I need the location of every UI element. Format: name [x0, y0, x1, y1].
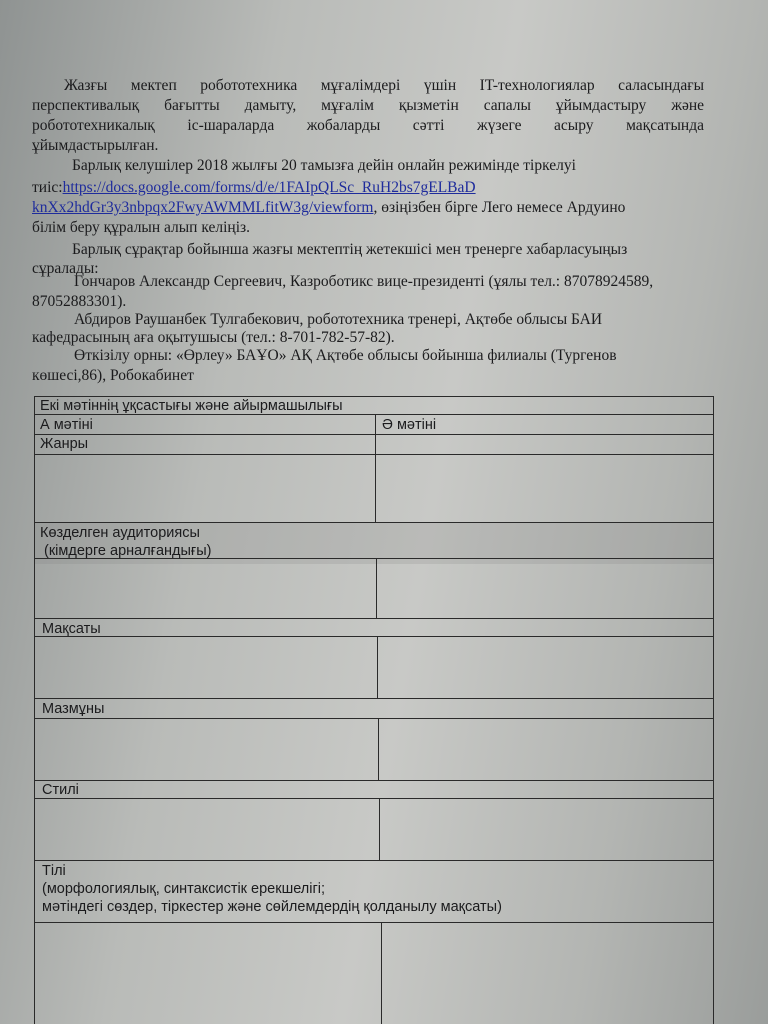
table-line-after-language — [34, 922, 714, 923]
table-line-row-4-end — [34, 780, 714, 781]
intro-line-1: Жазғы мектеп робототехника мұғалімдері үшін IT-технологиялар саласындағы — [64, 77, 704, 94]
venue-line-1: Өткізілу орны: «Өрлеу» БАҰО» АҚ Ақтөбе облысы бойынша филиалы (Тургенов — [74, 347, 617, 364]
person-2-line-2: кафедрасының аға оқытушысы (тел.: 8-701-782-57-82). — [32, 329, 395, 346]
table-divider-row-3 — [377, 636, 378, 698]
row-label-language-note-2: мәтіндегі сөздер, тіркестер және сөйлемдердің қолданылу мақсаты) — [42, 899, 502, 915]
table-line-row-1-end — [34, 522, 714, 523]
contacts-intro-line-2: сұралады: — [32, 260, 99, 277]
registration-link-part-2[interactable]: knXx2hdGr3y3nbpqx2FwyAWMMLfitW3g/viewform — [32, 199, 374, 216]
row-label-audience-note: (кімдерге арналғандығы) — [44, 543, 212, 559]
person-2-line-1: Абдиров Раушанбек Тулгабекович, робототехника тренері, Ақтөбе облысы БАИ — [74, 311, 603, 328]
table-title: Екі мәтіннің ұқсастығы және айырмашылығы — [40, 398, 343, 414]
row-label-genre: Жанры — [40, 436, 89, 452]
table-divider-row-4 — [378, 718, 379, 780]
registration-line-3 — [32, 198, 625, 218]
table-line-after-style — [34, 798, 714, 799]
row-label-language-note-1: (морфологиялық, синтаксистік ерекшелігі; — [42, 881, 326, 897]
table-line-after-header — [34, 434, 714, 435]
table-divider-row-1 — [375, 454, 376, 522]
table-border-top — [34, 396, 714, 397]
table-divider-row-5 — [379, 798, 380, 860]
person-1-line-1: Гончаров Александр Сергеевич, Казроботикс вице-президенті (ұялы тел.: 87078924589, — [74, 273, 654, 290]
table-line-row-2-end — [34, 618, 714, 619]
person-1-line-2: 87052883301). — [32, 293, 127, 310]
table-divider-row-2 — [376, 558, 377, 618]
intro-line-3: робототехникалық іс-шараларда жобаларды сәтті жүзеге асыру мақсатында — [32, 117, 704, 134]
table-line-row-3-end — [34, 698, 714, 699]
contacts-intro-line-1: Барлық сұрақтар бойынша жазғы мектептің жетекшісі мен тренерге хабарласуыңыз — [72, 241, 628, 258]
column-header-b: Ә мәтіні — [382, 417, 437, 433]
intro-line-4: ұйымдастырылған. — [32, 137, 159, 154]
registration-suffix: , өзіңізбен бірге Лего немесе Ардуино — [373, 199, 626, 216]
row-label-audience: Көзделген аудиториясы — [40, 525, 200, 541]
table-border-right — [713, 396, 714, 1024]
column-header-a: А мәтіні — [40, 417, 93, 433]
table-divider-row-6 — [381, 922, 382, 1024]
intro-line-2: перспективалық бағытты дамыту, мұғалім қызметін сапалы ұйымдастыру және — [32, 97, 704, 114]
registration-line-2 — [32, 178, 476, 198]
registration-prefix: тиіс: — [32, 179, 63, 196]
registration-link-part-1[interactable]: https://docs.google.com/forms/d/e/1FAIpQLSc_RuH2bs7gELBaD — [62, 179, 476, 196]
table-line-row-5-end — [34, 860, 714, 861]
table-line-after-content — [34, 718, 714, 719]
table-line-after-genre — [34, 454, 714, 455]
row-label-language: Тілі — [42, 863, 66, 879]
row-label-content: Мазмұны — [42, 701, 105, 717]
registration-line-1: Барлық келушілер 2018 жылғы 20 тамызға дейін онлайн режимінде тіркелуі — [72, 157, 576, 174]
table-line-after-purpose — [34, 636, 714, 637]
table-border-left — [34, 396, 35, 1024]
row-label-purpose: Мақсаты — [42, 621, 101, 637]
registration-line-4: білім беру құралын алып келіңіз. — [32, 219, 251, 236]
row-label-style: Стилі — [42, 782, 79, 798]
table-divider-header — [375, 414, 376, 454]
venue-line-2: көшесі,86), Робокабинет — [32, 367, 194, 384]
comparison-table — [34, 396, 714, 1024]
